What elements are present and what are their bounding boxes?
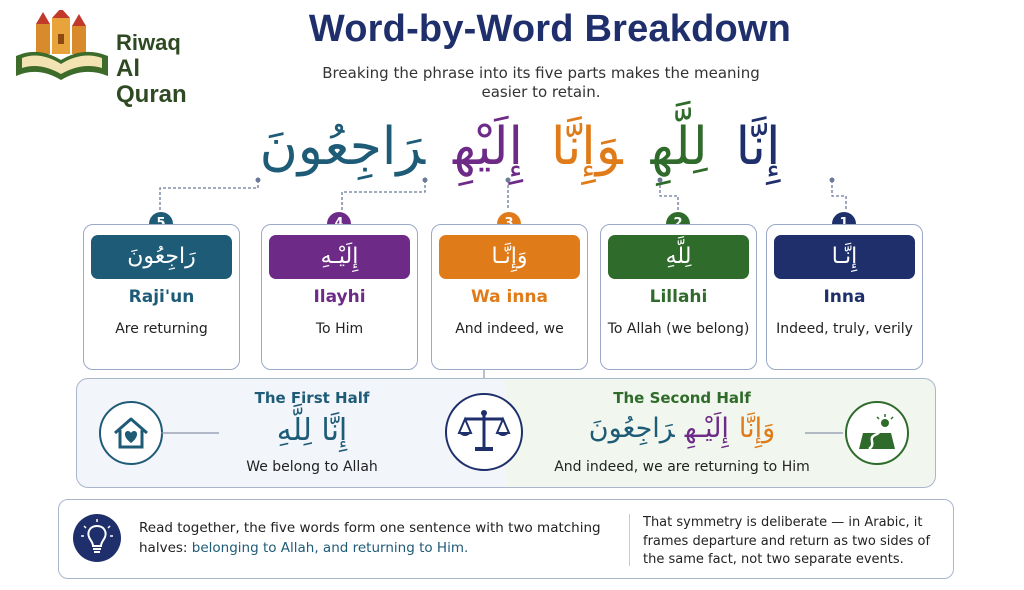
- winding-road-icon: [845, 401, 909, 465]
- card-transliteration: Inna: [823, 287, 866, 307]
- card-transliteration: Raji'un: [128, 287, 195, 307]
- second-half-word: إِلَيْـهِ: [684, 413, 729, 444]
- card-meaning: To Allah (we belong): [607, 321, 750, 337]
- card-meaning: To Him: [315, 321, 364, 337]
- summary-panel: [58, 499, 954, 579]
- logo-line-1: Riwaq: [116, 30, 181, 55]
- second-half-word: وَإِنَّا: [738, 413, 776, 444]
- balance-scale-icon: [445, 393, 523, 471]
- card-arabic: وَإِنَّـا: [439, 235, 580, 279]
- phrase-word: إِلَيْهِ: [453, 117, 523, 177]
- lightbulb-icon: [73, 514, 121, 562]
- card-transliteration: Lillahi: [649, 287, 708, 307]
- divider: [629, 514, 630, 566]
- second-half-title: The Second Half: [613, 389, 751, 407]
- second-half-arabic: [557, 413, 807, 444]
- page-subtitle: Breaking the phrase into its five parts makes the meaning easier to retain.: [322, 64, 760, 101]
- card-meaning: And indeed, we: [455, 321, 564, 337]
- phrase-word: إِنَّا: [735, 117, 781, 177]
- word-card: [83, 224, 240, 370]
- logo-line-2: Al Quran: [116, 55, 187, 108]
- phrase-word: رَاجِعُونَ: [259, 117, 426, 177]
- word-card: [261, 224, 418, 370]
- first-half-arabic: إِنَّا لِلَّهِ: [276, 413, 348, 448]
- card-arabic: إِنَّـا: [774, 235, 915, 279]
- word-card: [431, 224, 588, 370]
- summary-right: That symmetry is deliberate — in Arabic, it frames departure and return as two sides of the same fact, not two separate events.: [643, 515, 931, 567]
- summary-left-highlight: belonging to Allah, and returning to Him.: [191, 540, 469, 556]
- second-half-word: رَاجِعُونَ: [588, 413, 675, 444]
- word-card: [600, 224, 757, 370]
- card-arabic: رَاجِعُونَ: [91, 235, 232, 279]
- card-arabic: لِلَّهِ: [608, 235, 749, 279]
- summary-left-text: Read together, the five words form one sentence with two matching halves:: [139, 520, 601, 556]
- first-half-english: We belong to Allah: [246, 459, 378, 475]
- card-meaning: Indeed, truly, verily: [776, 321, 913, 337]
- first-half-title: The First Half: [254, 389, 370, 407]
- summary-left: [139, 518, 623, 558]
- phrase-word: وَإِنَّا: [550, 117, 623, 177]
- card-meaning: Are returning: [115, 321, 208, 337]
- halves-panel: [76, 378, 936, 488]
- card-transliteration: Ilayhi: [313, 287, 366, 307]
- word-card: [766, 224, 923, 370]
- page-title: Word-by-Word Breakdown: [308, 8, 792, 50]
- card-transliteration: Wa inna: [470, 287, 549, 307]
- phrase-word: لِلَّهِ: [650, 117, 708, 177]
- card-arabic: إِلَيْـهِ: [269, 235, 410, 279]
- house-heart-icon: [99, 401, 163, 465]
- second-half-english: And indeed, we are returning to Him: [554, 459, 810, 475]
